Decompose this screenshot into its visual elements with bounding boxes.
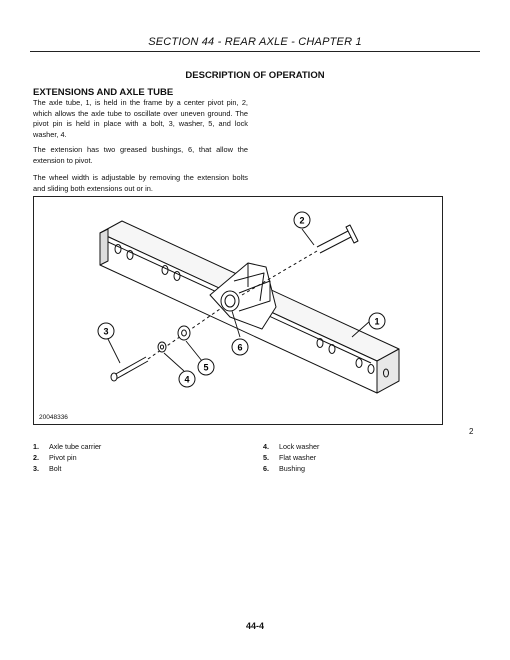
axle-diagram (34, 197, 442, 424)
paragraph-wheel-width: The wheel width is adjustable by removing the extension bolts and sliding both extensions out or in. (33, 173, 248, 193)
legend-item (33, 453, 101, 464)
callout-6-label: 6 (237, 342, 243, 353)
callout-2 (294, 212, 310, 228)
legend-label: Axle tube carrier (49, 442, 102, 451)
legend-left (33, 442, 101, 474)
callout-3 (98, 323, 114, 339)
callout-6 (232, 339, 248, 355)
header-rule (30, 51, 480, 52)
bolt-part (111, 357, 148, 381)
section-subtitle: EXTENSIONS AND AXLE TUBE (33, 87, 174, 98)
section-header: SECTION 44 - REAR AXLE - CHAPTER 1 (148, 36, 362, 48)
pivot-boss (221, 291, 239, 311)
lock-washer-part (158, 342, 166, 352)
pivot-pin-part (317, 225, 358, 253)
legend-num: 6. (263, 463, 269, 473)
legend-label: Lock washer (279, 442, 320, 451)
legend-num: 3. (33, 463, 39, 473)
legend-label: Flat washer (279, 452, 317, 462)
flat-washer-part (178, 326, 190, 340)
legend-num: 2. (33, 452, 39, 462)
callout-3-label: 3 (103, 326, 109, 337)
left-end-plate (100, 229, 108, 265)
legend-num: 5. (263, 452, 269, 462)
legend-item (263, 442, 319, 453)
legend-label: Bushing (279, 463, 305, 473)
legend-item (263, 464, 319, 475)
callout-5 (198, 359, 214, 375)
legend-num: 4. (263, 442, 269, 451)
legend-label: Bolt (49, 463, 62, 473)
legend-item (263, 453, 319, 464)
paragraph-extension: The extension has two greased bushings, 6, that allow the extension to pivot. (33, 145, 248, 165)
legend-item (33, 442, 101, 453)
callout-5-label: 5 (203, 362, 209, 373)
legend-item (33, 464, 101, 475)
callout-2-label: 2 (299, 215, 305, 226)
legend-num: 1. (33, 442, 39, 451)
callout-4 (179, 371, 195, 387)
figure-number: 2 (469, 427, 474, 436)
page-title: DESCRIPTION OF OPERATION (185, 70, 325, 81)
page-number: 44-4 (245, 621, 264, 631)
callout-1 (369, 313, 385, 329)
figure-id: 20048336 (39, 414, 68, 421)
callout-1-label: 1 (374, 316, 380, 327)
legend-right (263, 442, 319, 474)
callout-4-label: 4 (184, 374, 190, 385)
figure-frame (33, 196, 443, 425)
paragraph-axle-tube: The axle tube, 1, is held in the frame by a center pivot pin, 2, which allows the axle tube to oscillate over uneven ground. The pivot pin is held in place with a bolt, 3, washer, 5, and lock washer, 4. (33, 98, 248, 139)
legend-label: Pivot pin (49, 452, 77, 462)
